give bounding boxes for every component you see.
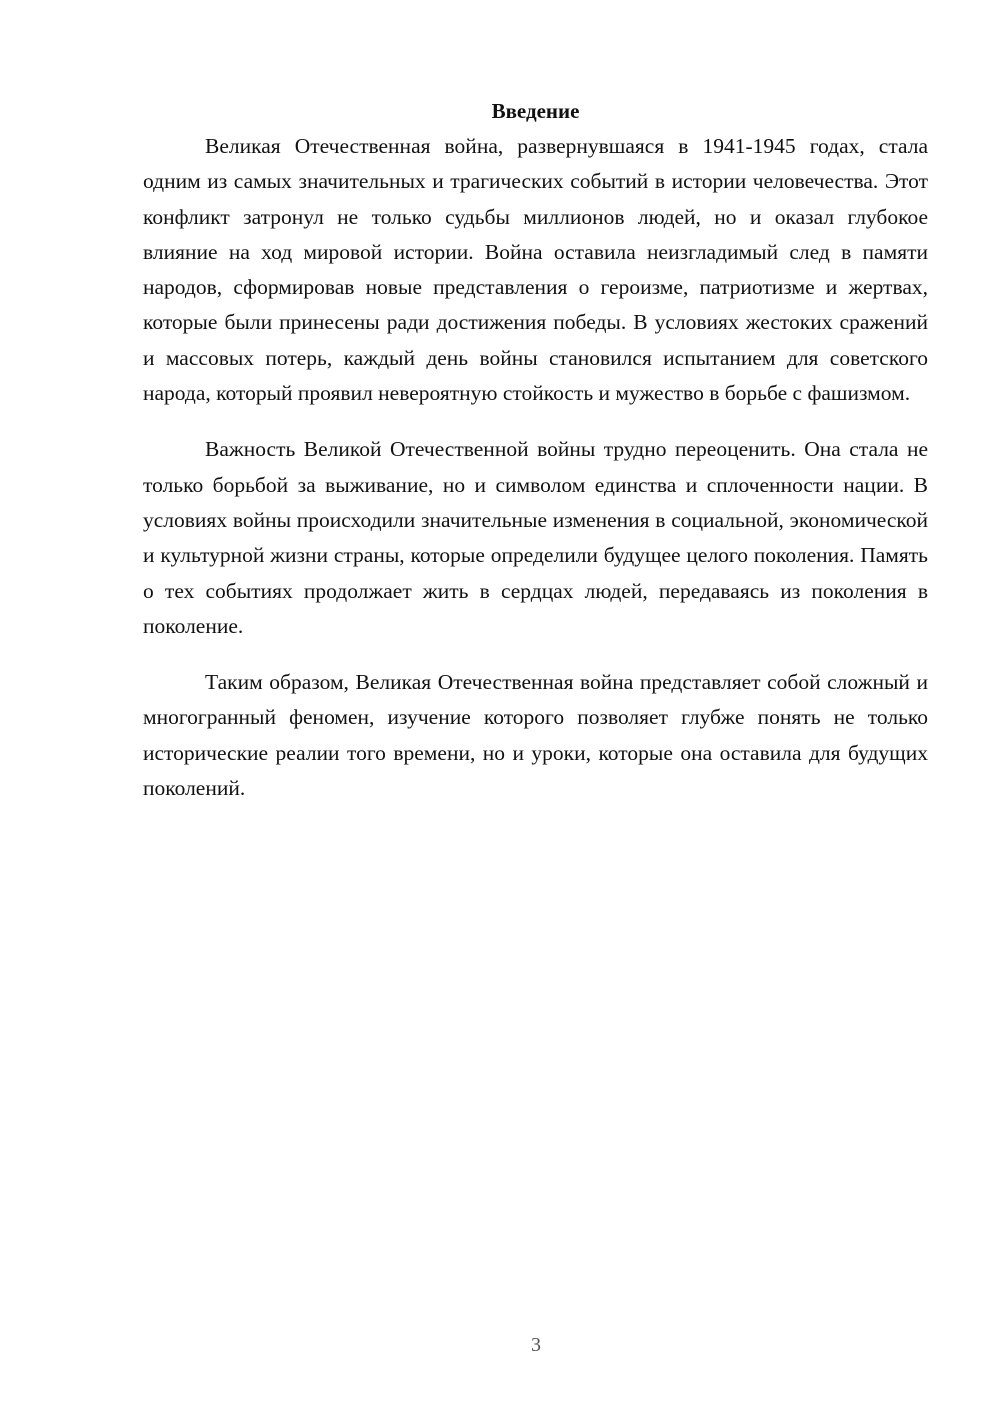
paragraph-3: Таким образом, Великая Отечественная война представляет собой сложный и многогранный феномен, изучение которого позволяет глубже понять не только исторические реалии того времени, но и уроки, которые она оставила для будущих поколений.: [143, 670, 928, 801]
paragraph-2: Важность Великой Отечественной войны трудно переоценить. Она стала не только борьбой за выживание, но и символом единства и сплоченности нации. В условиях войны происходили значительные изменения в социальной, экономической и культурной жизни страны, которые определили будущее целого поколения. Память о тех событиях продолжает жить в сердцах людей, передаваясь из поколения в поколение.: [143, 437, 928, 638]
page-content: [143, 94, 928, 806]
paragraph-1: Великая Отечественная война, развернувшаяся в 1941-1945 годах, стала одним из самых значительных и трагических событий в истории человечества. Этот конфликт затронул не только судьбы миллионов людей, но и оказал глубокое влияние на ход мировой истории. Война оставила неизгладимый след в памяти народов, сформировав новые представления о героизме, патриотизме и жертвах, которые были принесены ради достижения победы. В условиях жестоких сражений и массовых потерь, каждый день войны становился испытанием для советского народа, который проявил невероятную стойкость и мужество в борьбе с фашизмом.: [143, 134, 928, 406]
page-number: 3: [531, 1334, 541, 1356]
section-heading: Введение: [491, 99, 580, 123]
